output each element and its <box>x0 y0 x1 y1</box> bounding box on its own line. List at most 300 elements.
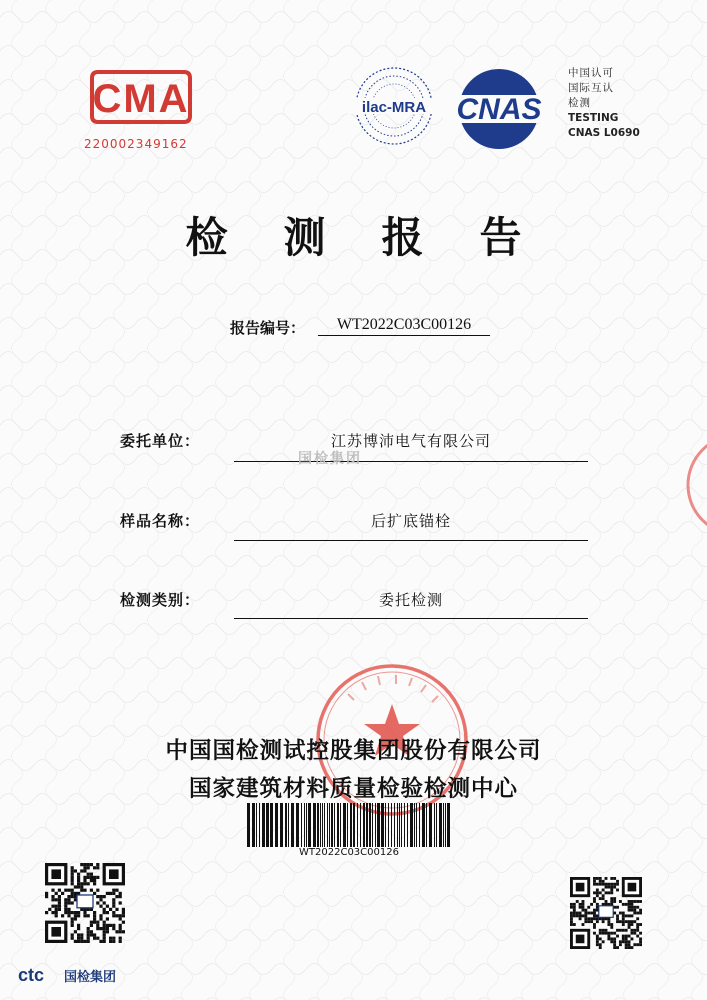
qr-module <box>582 923 585 926</box>
qr-module <box>630 909 633 912</box>
qr-module <box>593 897 596 900</box>
barcode-bar <box>422 803 425 847</box>
barcode-bar <box>397 803 398 847</box>
qr-module <box>610 877 613 880</box>
barcode-bar <box>304 803 305 847</box>
barcode-bar <box>410 803 413 847</box>
barcode-bar <box>320 803 321 847</box>
barcode-bar <box>247 803 250 847</box>
qr-module <box>610 897 613 900</box>
barcode-bar <box>407 803 408 847</box>
issuer-center-name: 国家建筑材料质量检验检测中心 <box>188 776 518 802</box>
qr-module <box>593 891 596 894</box>
qr-module <box>619 912 622 915</box>
qr-module <box>58 898 61 901</box>
qr-module <box>605 886 608 889</box>
qr-module <box>607 932 610 935</box>
qr-module <box>45 895 48 898</box>
qr-module <box>599 880 602 883</box>
qr-module <box>610 900 613 903</box>
qr-module <box>584 920 587 923</box>
ctc-logo-text: 国检集团 <box>64 970 117 985</box>
qr-module <box>90 863 93 866</box>
qr-module <box>119 930 122 933</box>
qr-module <box>96 866 99 869</box>
barcode-bar <box>285 803 287 847</box>
qr-module <box>613 943 616 946</box>
qr-module <box>636 935 639 938</box>
qr-module <box>573 923 576 926</box>
qr-module <box>71 933 74 936</box>
qr-module <box>119 940 122 943</box>
qr-module <box>590 920 593 923</box>
qr-module <box>103 924 106 927</box>
qr-module <box>90 873 93 876</box>
qr-module <box>570 906 573 909</box>
qr-module <box>58 901 61 904</box>
qr-module <box>122 914 125 917</box>
qr-module <box>607 935 610 938</box>
barcode-bar <box>343 803 346 847</box>
qr-module <box>99 927 102 930</box>
qr-module <box>103 908 106 911</box>
qr-module <box>633 920 636 923</box>
qr-module <box>80 882 83 885</box>
qr-module <box>96 921 99 924</box>
barcode-bar <box>275 803 278 847</box>
qr-module <box>109 908 112 911</box>
qr-module <box>87 930 90 933</box>
qr-module <box>602 883 605 886</box>
qr-module <box>630 946 633 949</box>
qr-module <box>596 943 599 946</box>
barcode-bar <box>288 803 289 847</box>
qr-module <box>610 923 613 926</box>
qr-module <box>67 908 70 911</box>
cnas-code: CNAS L0690 <box>568 127 640 139</box>
qr-module <box>87 940 90 943</box>
qr-module <box>582 909 585 912</box>
qr-module <box>90 879 93 882</box>
cma-mark <box>86 66 196 128</box>
qr-module <box>67 901 70 904</box>
qr-module <box>579 906 582 909</box>
qr-module <box>639 923 642 926</box>
qr-module <box>630 937 633 940</box>
qr-module <box>602 920 605 923</box>
qr-module <box>96 937 99 940</box>
barcode-bar <box>360 803 361 847</box>
barcode-bar <box>308 803 311 847</box>
qr-module <box>584 912 587 915</box>
barcode-bar <box>419 803 420 847</box>
qr-module <box>625 914 628 917</box>
qr-module <box>619 900 622 903</box>
cnas-accreditation-text <box>568 66 688 141</box>
qr-module <box>622 935 625 938</box>
qr-module <box>639 937 642 940</box>
qr-module <box>630 929 633 932</box>
qr-module <box>625 929 628 932</box>
barcode-bar <box>331 803 333 847</box>
qr-module <box>607 883 610 886</box>
qr-module <box>71 892 74 895</box>
qr-module <box>573 912 576 915</box>
barcode-bar <box>426 803 427 847</box>
qr-module <box>596 894 599 897</box>
qr-module <box>71 911 74 914</box>
qr-module <box>573 909 576 912</box>
qr-module <box>96 924 99 927</box>
barcode-bar <box>296 803 299 847</box>
cnas-text-cn-1: 中国认可 <box>568 67 614 79</box>
qr-module <box>639 943 642 946</box>
qr-module <box>96 895 99 898</box>
qr-module <box>99 895 102 898</box>
qr-module <box>576 912 579 915</box>
cnas-text-en: TESTING <box>568 112 619 124</box>
qr-module <box>570 917 573 920</box>
qr-module <box>610 883 613 886</box>
qr-module <box>613 932 616 935</box>
qr-module <box>602 894 605 897</box>
qr-module <box>80 869 83 872</box>
test-category-underline <box>234 618 588 619</box>
qr-module <box>64 889 67 892</box>
qr-module <box>593 923 596 926</box>
qr-module <box>71 901 74 904</box>
barcode-bar <box>372 803 373 847</box>
qr-module <box>582 903 585 906</box>
qr-module <box>106 927 109 930</box>
qr-module <box>610 940 613 943</box>
barcode-bar <box>357 803 358 847</box>
qr-module <box>602 889 605 892</box>
qr-module <box>106 924 109 927</box>
qr-module <box>607 886 610 889</box>
qr-module <box>579 912 582 915</box>
qr-module <box>605 929 608 932</box>
qr-module <box>103 933 106 936</box>
qr-module <box>96 889 99 892</box>
qr-module <box>64 908 67 911</box>
qr-code-right <box>570 877 642 949</box>
qr-module <box>590 917 593 920</box>
qr-module <box>599 929 602 932</box>
qr-module <box>570 912 573 915</box>
qr-module <box>71 873 74 876</box>
qr-module <box>625 935 628 938</box>
qr-module <box>628 935 631 938</box>
barcode-bar <box>369 803 371 847</box>
qr-module <box>93 921 96 924</box>
ctc-logo-letters: ctc <box>18 965 45 985</box>
qr-module <box>112 892 115 895</box>
qr-finder-block <box>51 869 61 879</box>
barcode-bar <box>252 803 255 847</box>
qr-module <box>71 889 74 892</box>
qr-module <box>103 895 106 898</box>
qr-module <box>51 895 54 898</box>
qr-finder-block <box>51 927 61 937</box>
barcode-bar <box>350 803 352 847</box>
qr-module <box>87 927 90 930</box>
qr-module <box>99 917 102 920</box>
qr-module <box>587 906 590 909</box>
qr-module <box>593 912 596 915</box>
qr-module <box>77 924 80 927</box>
qr-module <box>90 933 93 936</box>
qr-module <box>64 901 67 904</box>
sample-name-label: 样品名称： <box>120 512 201 530</box>
qr-module <box>628 909 631 912</box>
barcode-bar <box>429 803 432 847</box>
qr-module <box>593 909 596 912</box>
qr-module <box>607 937 610 940</box>
barcode-bar <box>381 803 384 847</box>
qr-module <box>633 909 636 912</box>
qr-module <box>610 889 613 892</box>
qr-module <box>584 917 587 920</box>
qr-module <box>77 911 80 914</box>
qr-module <box>619 943 622 946</box>
qr-module <box>628 920 631 923</box>
qr-module <box>596 891 599 894</box>
barcode-bar <box>434 803 435 847</box>
qr-module <box>71 921 74 924</box>
qr-module <box>74 914 77 917</box>
qr-module <box>616 920 619 923</box>
qr-module <box>584 909 587 912</box>
barcode-bar <box>327 803 328 847</box>
qr-module <box>77 885 80 888</box>
barcode-bar <box>414 803 415 847</box>
qr-module <box>607 920 610 923</box>
qr-module <box>87 876 90 879</box>
qr-module <box>636 926 639 929</box>
qr-module <box>55 914 58 917</box>
qr-module <box>90 930 93 933</box>
qr-module <box>96 927 99 930</box>
qr-module <box>633 932 636 935</box>
barcode-bar <box>375 803 376 847</box>
qr-module <box>67 911 70 914</box>
qr-module <box>628 943 631 946</box>
barcode-bar <box>337 803 339 847</box>
qr-module <box>83 876 86 879</box>
qr-module <box>573 903 576 906</box>
barcode-bar <box>334 803 335 847</box>
qr-module <box>55 892 58 895</box>
qr-module <box>71 937 74 940</box>
qr-module <box>590 912 593 915</box>
barcode-bar <box>347 803 348 847</box>
qr-module <box>71 917 74 920</box>
qr-module <box>582 914 585 917</box>
barcode-bar <box>388 803 389 847</box>
qr-module <box>83 911 86 914</box>
qr-module <box>639 940 642 943</box>
barcode-bar <box>291 803 294 847</box>
barcode-bar <box>436 803 437 847</box>
barcode-bar <box>447 803 450 847</box>
test-category-value: 委托检测 <box>378 591 443 609</box>
qr-module <box>77 879 80 882</box>
qr-module <box>80 940 83 943</box>
qr-module <box>83 889 86 892</box>
qr-module <box>628 900 631 903</box>
qr-module <box>71 876 74 879</box>
qr-module <box>103 927 106 930</box>
qr-module <box>55 911 58 914</box>
qr-module <box>103 921 106 924</box>
qr-module <box>622 929 625 932</box>
qr-module <box>109 940 112 943</box>
qr-module <box>77 914 80 917</box>
qr-module <box>619 929 622 932</box>
qr-module <box>112 889 115 892</box>
qr-module <box>103 930 106 933</box>
qr-module <box>112 898 115 901</box>
qr-module <box>587 920 590 923</box>
qr-module <box>636 912 639 915</box>
qr-module <box>90 921 93 924</box>
qr-module <box>115 930 118 933</box>
qr-module <box>636 929 639 932</box>
qr-module <box>607 923 610 926</box>
qr-module <box>622 940 625 943</box>
qr-module <box>616 917 619 920</box>
qr-module <box>570 914 573 917</box>
qr-module <box>99 914 102 917</box>
qr-module <box>77 873 80 876</box>
qr-module <box>122 908 125 911</box>
qr-module <box>605 932 608 935</box>
qr-module <box>58 905 61 908</box>
barcode-bar <box>443 803 444 847</box>
qr-module <box>83 863 86 866</box>
qr-module <box>584 914 587 917</box>
qr-module <box>87 933 90 936</box>
qr-module <box>119 914 122 917</box>
barcode-bar <box>262 803 265 847</box>
qr-finder-block <box>109 869 119 879</box>
cma-number: 220002349162 <box>84 137 188 151</box>
qr-module <box>576 914 579 917</box>
qr-module <box>613 897 616 900</box>
qr-module <box>93 914 96 917</box>
qr-module <box>83 869 86 872</box>
qr-module <box>587 917 590 920</box>
qr-module <box>83 879 86 882</box>
qr-module <box>87 937 90 940</box>
qr-module <box>80 889 83 892</box>
qr-module <box>596 937 599 940</box>
qr-module <box>77 933 80 936</box>
qr-module <box>633 906 636 909</box>
qr-module <box>106 905 109 908</box>
qr-center-logo <box>599 906 613 918</box>
qr-code-left <box>45 863 125 943</box>
qr-module <box>628 914 631 917</box>
qr-module <box>639 932 642 935</box>
qr-module <box>90 889 93 892</box>
qr-module <box>71 924 74 927</box>
qr-module <box>87 914 90 917</box>
qr-module <box>93 866 96 869</box>
qr-module <box>93 911 96 914</box>
qr-module <box>593 917 596 920</box>
qr-module <box>106 930 109 933</box>
qr-module <box>599 937 602 940</box>
qr-module <box>590 903 593 906</box>
qr-module <box>639 909 642 912</box>
cma-mark-text: CMA <box>92 77 190 121</box>
qr-module <box>90 876 93 879</box>
qr-module <box>74 869 77 872</box>
qr-module <box>93 917 96 920</box>
qr-module <box>593 877 596 880</box>
qr-module <box>610 891 613 894</box>
qr-module <box>570 903 573 906</box>
qr-module <box>622 917 625 920</box>
barcode-bar <box>377 803 380 847</box>
qr-module <box>61 892 64 895</box>
qr-module <box>119 917 122 920</box>
qr-module <box>74 911 77 914</box>
qr-module <box>610 886 613 889</box>
qr-module <box>599 932 602 935</box>
qr-module <box>93 876 96 879</box>
barcode-bar <box>259 803 260 847</box>
barcode-bar <box>399 803 400 847</box>
qr-module <box>636 943 639 946</box>
qr-module <box>593 926 596 929</box>
qr-module <box>639 912 642 915</box>
qr-module <box>87 866 90 869</box>
barcode-bar <box>445 803 446 847</box>
qr-module <box>119 892 122 895</box>
qr-module <box>633 900 636 903</box>
qr-module <box>87 863 90 866</box>
barcode-bar <box>322 803 323 847</box>
qr-module <box>112 905 115 908</box>
qr-module <box>103 940 106 943</box>
qr-module <box>48 908 51 911</box>
qr-finder-block <box>576 935 585 944</box>
qr-module <box>622 914 625 917</box>
qr-module <box>616 883 619 886</box>
qr-module <box>83 882 86 885</box>
qr-module <box>616 906 619 909</box>
qr-module <box>74 885 77 888</box>
qr-module <box>628 903 631 906</box>
qr-finder-block <box>628 883 637 892</box>
qr-module <box>625 920 628 923</box>
qr-module <box>90 924 93 927</box>
barcode-bar <box>363 803 365 847</box>
qr-module <box>77 937 80 940</box>
qr-module <box>636 906 639 909</box>
qr-module <box>636 917 639 920</box>
barcode-bar <box>439 803 442 847</box>
qr-module <box>625 937 628 940</box>
barcode-bar <box>313 803 316 847</box>
qr-module <box>628 926 631 929</box>
qr-module <box>619 940 622 943</box>
qr-module <box>616 880 619 883</box>
qr-module <box>51 911 54 914</box>
